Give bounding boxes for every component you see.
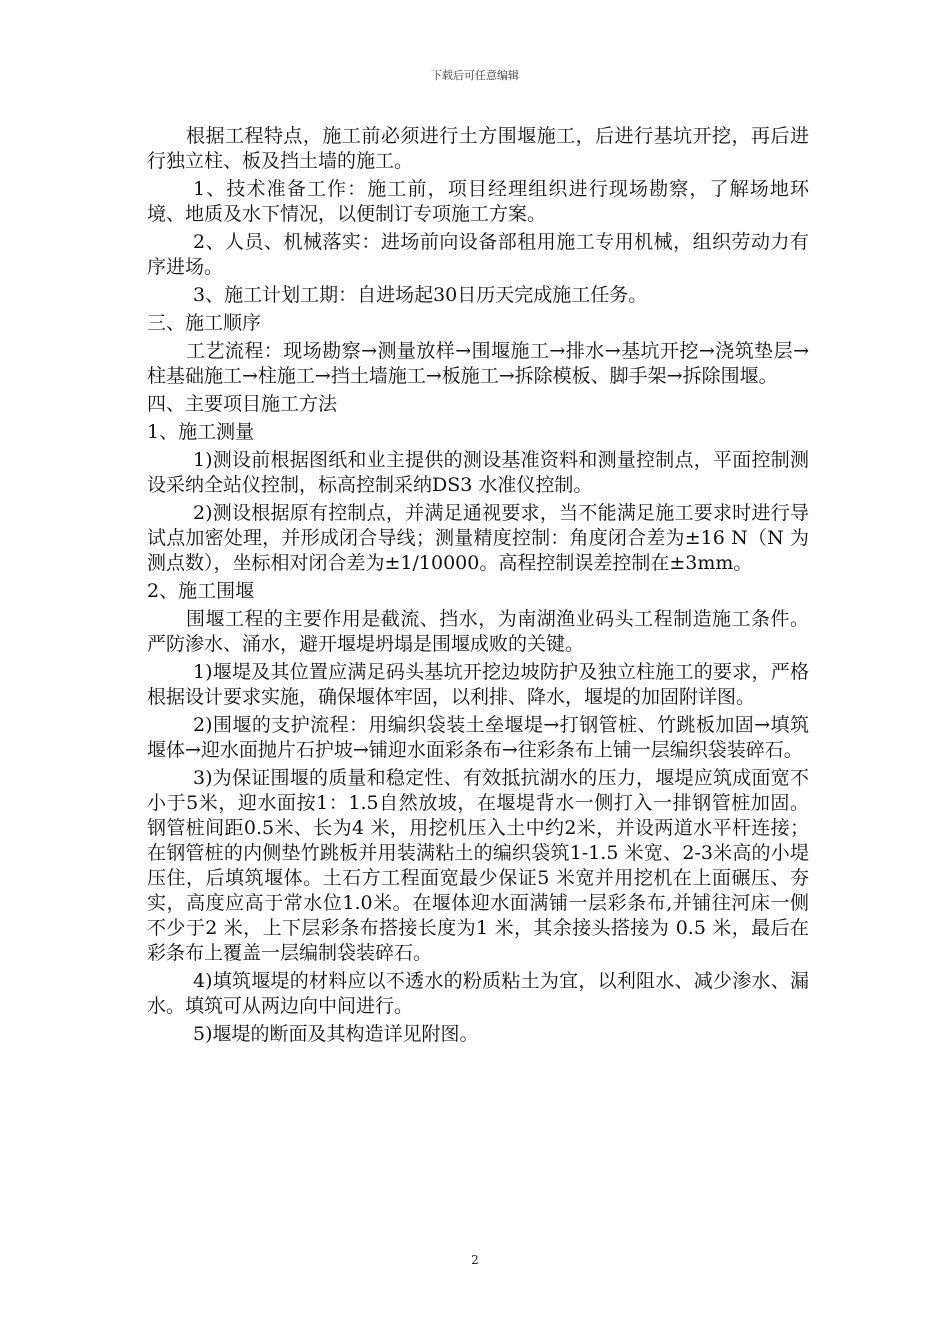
paragraph: 3、施工计划工期：自进场起30日历天完成施工任务。	[193, 284, 648, 306]
subsection-heading: 1、施工测量	[147, 421, 255, 443]
paragraph: 根据工程特点，施工前必须进行土方围堰施工，后进行基坑开挖，再后进行独立柱、板及挡土墙的施工。	[147, 125, 809, 172]
document-body	[147, 124, 809, 1050]
page-number: 2	[471, 1253, 479, 1267]
subsection-heading: 2、施工围堰	[147, 580, 255, 602]
page-header: 下载后可任意编辑	[431, 69, 519, 82]
paragraph: 1)堰堤及其位置应满足码头基坑开挖边坡防护及独立柱施工的要求，严格根据设计要求实施，确保堰体牢固，以利排、降水，堰堤的加固附详图。	[147, 661, 809, 708]
paragraph: 1)测设前根据图纸和业主提供的测设基准资料和测量控制点，平面控制测设采纳全站仪控制，标高控制采纳DS3 水准仪控制。	[147, 449, 809, 496]
paragraph: 5)堰堤的断面及其构造详见附图。	[193, 1023, 479, 1045]
paragraph: 3)为保证围堰的质量和稳定性、有效抵抗湖水的压力，堰堤应筑成面宽不小于5米，迎水面按1：1.5自然放坡，在堰堤背水一侧打入一排钢管桩加固。钢管桩间距0.5米、长为4 米，用挖机压入土中约2米，并设两道水平杆连接；在钢管桩的内侧垫竹跳板并用装满粘土的编织袋筑1-1.5 米宽、2-3米高的小堤压住，后填筑堰体。土石方工程面宽最少保证5 米宽并用挖机在上面碾压、夯实，高度应高于常水位1.0米。在堰体迎水面满铺一层彩条布,并铺往河床一侧不少于2 米，上下层彩条布搭接长度为1 米，其余接头搭接为 0.5 米，最后在彩条布上覆盖一层编制袋装碎石。	[147, 767, 809, 964]
paragraph: 2)围堰的支护流程：用编织袋装土垒堰堤→打钢管桩、竹跳板加固→填筑堰体→迎水面抛片石护坡→铺迎水面彩条布→往彩条布上铺一层编织袋装碎石。	[147, 714, 809, 761]
paragraph: 围堰工程的主要作用是截流、挡水，为南湖渔业码头工程制造施工条件。严防渗水、涌水，避开堰堤坍塌是围堰成败的关键。	[147, 608, 809, 655]
paragraph: 工艺流程：现场勘察→测量放样→围堰施工→排水→基坑开挖→浇筑垫层→柱基础施工→柱施工→挡土墙施工→板施工→拆除模板、脚手架→拆除围堰。	[147, 340, 809, 387]
paragraph: 2)测设根据原有控制点，并满足通视要求，当不能满足施工要求时进行导试点加密处理，并形成闭合导线；测量精度控制：角度闭合差为±16 N（N 为测点数），坐标相对闭合差为±1/10000。高程控制误差控制在±3mm。	[147, 502, 809, 574]
paragraph: 4)填筑堰堤的材料应以不透水的粉质粘土为宜，以利阻水、减少渗水、漏水。填筑可从两边向中间进行。	[147, 970, 809, 1017]
paragraph: 2、人员、机械落实：进场前向设备部租用施工专用机械，组织劳动力有序进场。	[147, 231, 809, 278]
section-heading: 三、施工顺序	[147, 312, 262, 334]
paragraph: 1、技术准备工作：施工前，项目经理组织进行现场勘察，了解场地环境、地质及水下情况，以便制订专项施工方案。	[147, 178, 809, 225]
section-heading: 四、主要项目施工方法	[147, 393, 338, 415]
